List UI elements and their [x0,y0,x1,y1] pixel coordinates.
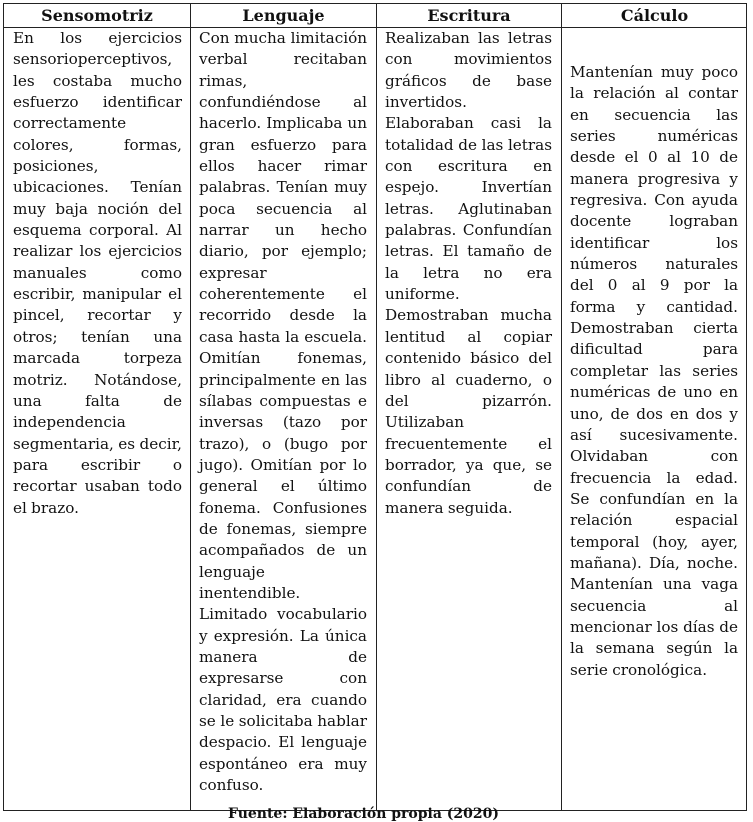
data-table [3,3,747,811]
cell-lenguaje [199,28,367,796]
column-divider [190,4,191,810]
cell-escritura [385,28,552,519]
cell-calculo [570,28,738,681]
header-escritura: Escritura [427,6,511,25]
cell-sensomotriz [13,28,182,519]
table-header-row [4,4,746,28]
header-lenguaje: Lenguaje [242,6,325,25]
cell-text: Realizaban las letras con movimientos gráficos de base invertidos. Elaboraban casi la totalidad de las letras con escritura en espejo. Invertían letras. Aglutinaban palabras. Confundían letras. El tamaño de la letra no era uniforme. Demostraban mucha lentitud al copiar contenido básico del libro al cuaderno, o del pizarrón. Utilizaban frecuentemente el borrador, ya que, se confundían de manera seguida. [385,29,552,517]
cell-text: Con mucha limitación verbal recitaban rimas, confundiéndose al hacerlo. Implicaba un gran esfuerzo para ellos hacer rimar palabras. Tenían muy poca secuencia al narrar un hecho diario, por ejemplo; expresar coherentemente el recorrido desde la casa hasta la escuela. Omitían fonemas, principalmente en las sílabas compuestas e inversas (tazo por trazo), o (bugo por jugo). Omitían por lo general el último fonema. Confusiones de fonemas, siempre acompañados de un lenguaje inentendible. Limitado vocabulario y expresión. La única manera de expresarse con claridad, era cuando se le solicitaba hablar despacio. El lenguaje espontáneo era muy confuso. [199,29,367,795]
column-divider [376,4,377,810]
cell-text: En los ejercicios sensorioperceptivos, les costaba mucho esfuerzo identificar correctamente colores, formas, posiciones, ubicaciones. Tenían muy baja noción del esquema corporal. Al realizar los ejercicios manuales como escribir, manipular el pincel, recortar y otros; tenían una marcada torpeza motriz. Notándose, una falta de independencia segmentaria, es decir, para escribir o recortar usaban todo el brazo. [13,29,182,517]
header-calculo: Cálculo [620,6,689,25]
source-note: Fuente: Elaboración propia (2020) [228,806,500,822]
cell-text: Mantenían muy poco la relación al contar en secuencia las series numéricas desde el 0 al 10 de manera progresiva y regresiva. Con ayuda docente lograban identificar los números naturales del 0 al 9 por la forma y cantidad. Demostraban cierta dificultad para completar las series numéricas de uno en uno, de dos en dos y así sucesivamente. Olvidaban con frecuencia la edad. Se confundían en la relación espacial temporal (hoy, ayer, mañana). Día, noche. Mantenían una vaga secuencia al mencionar los días de la semana según la serie cronológica. [570,63,738,679]
column-divider [561,4,562,810]
header-sensomotriz: Sensomotriz [41,6,153,25]
